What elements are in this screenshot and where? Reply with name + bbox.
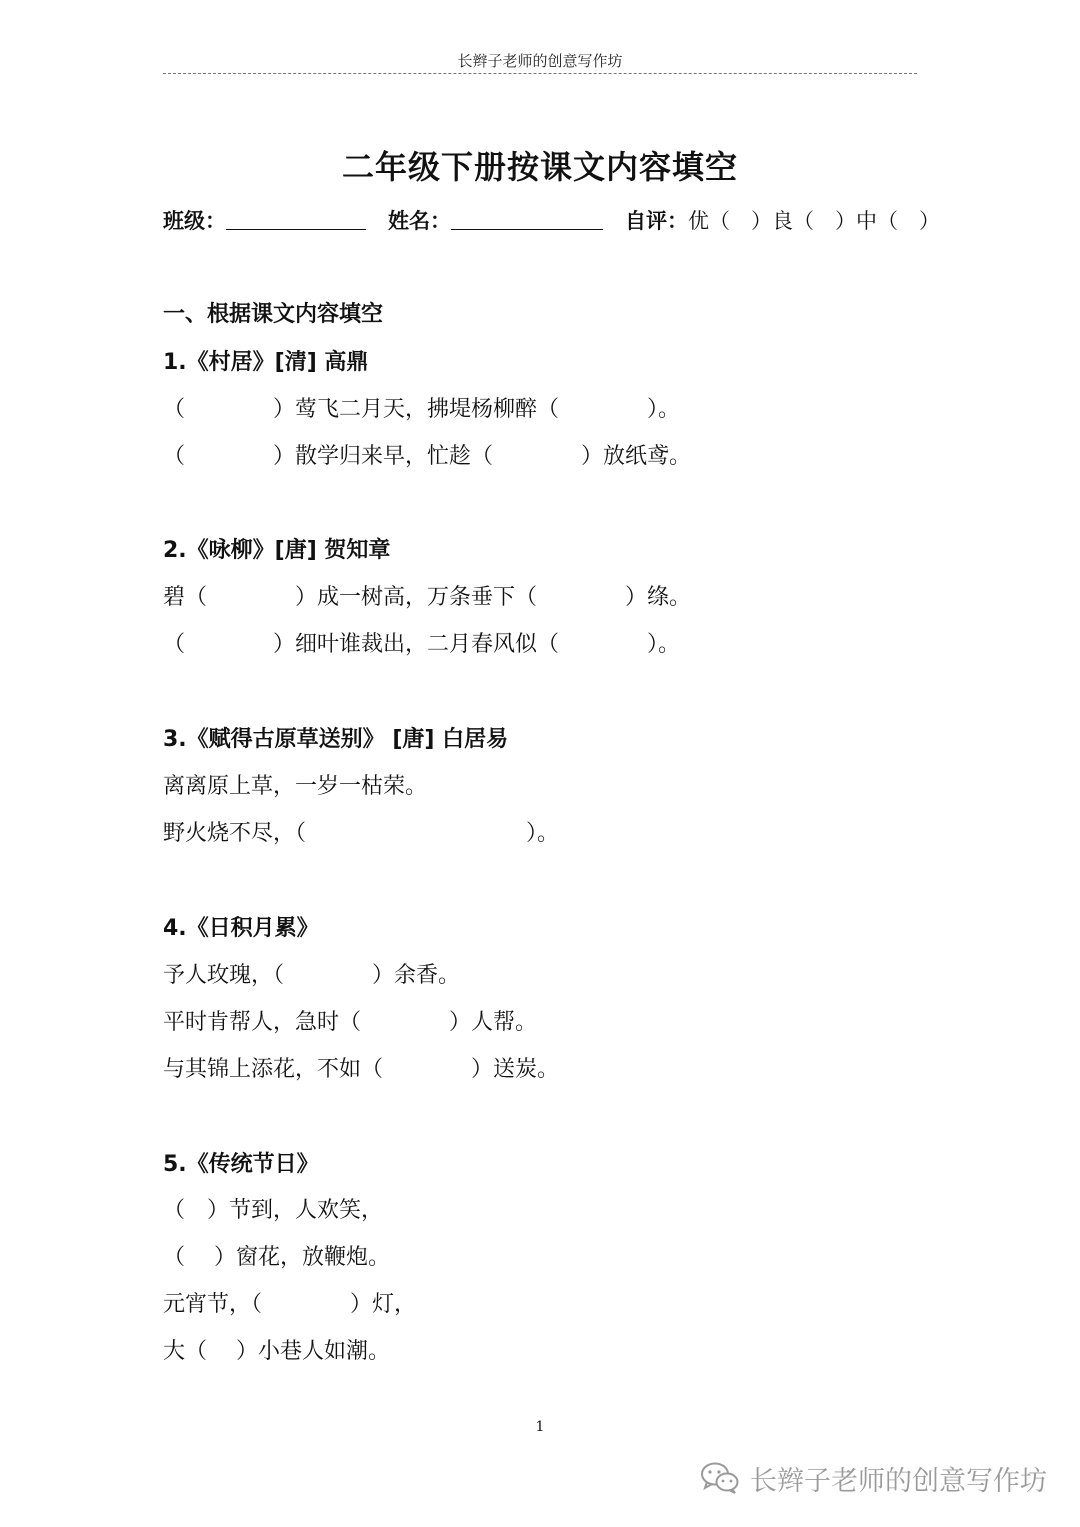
header-divider	[163, 73, 917, 74]
section-title-rijiyuelei: 4.《日积月累》	[163, 916, 319, 941]
page-header: 长辫子老师的创意写作坊	[457, 52, 623, 70]
fill-line[interactable]: 予人玫瑰，（ ）余香。	[163, 963, 461, 988]
fill-line[interactable]: 平时肯帮人，急时（ ）人帮。	[163, 1010, 538, 1035]
fill-line[interactable]: （ ）莺飞二月天，拂堤杨柳醉（ ）。	[163, 397, 681, 422]
poem-title-fude: 3.《赋得古原草送别》 [唐] 白居易	[163, 727, 509, 752]
wechat-icon	[700, 1461, 740, 1495]
fill-line[interactable]: 大（ ）小巷人如潮。	[163, 1339, 390, 1364]
fill-line[interactable]: 与其锦上添花，不如（ ）送炭。	[163, 1057, 560, 1082]
class-label: 班级：	[163, 209, 226, 233]
fill-line[interactable]: 野火烧不尽，（ ）。	[163, 821, 560, 846]
self-eval-label: 自评：	[625, 209, 688, 233]
class-blank[interactable]	[226, 229, 366, 230]
student-info-row	[163, 205, 940, 235]
poem-title-cunju: 1.《村居》[清] 高鼎	[163, 350, 369, 375]
fill-line[interactable]: （ ）节到，人欢笑，	[163, 1198, 384, 1223]
fill-line[interactable]: （ ）散学归来早，忙趁（ ）放纸鸢。	[163, 444, 692, 469]
section-title-chuantong: 5.《传统节日》	[163, 1152, 319, 1177]
section-heading: 一、根据课文内容填空	[163, 302, 384, 327]
fill-line[interactable]: 碧（ ）成一树高，万条垂下（ ）绦。	[163, 585, 692, 610]
fill-line[interactable]: 元宵节，（ ）灯，	[163, 1292, 417, 1317]
watermark-text: 长辫子老师的创意写作坊	[750, 1465, 1047, 1497]
text-line: 离离原上草，一岁一枯荣。	[163, 774, 428, 799]
fill-line[interactable]: （ ）窗花，放鞭炮。	[163, 1245, 390, 1270]
page-title: 二年级下册按课文内容填空	[341, 148, 738, 186]
self-evaluation	[625, 205, 940, 235]
name-blank[interactable]	[451, 229, 603, 230]
self-eval-rating[interactable]: 优（ ）良（ ）中（ ）	[688, 209, 940, 233]
page-number: 1	[535, 1419, 545, 1435]
watermark	[700, 1458, 1047, 1498]
fill-line[interactable]: （ ）细叶谁裁出，二月春风似（ ）。	[163, 632, 681, 657]
name-label: 姓名：	[388, 209, 451, 233]
poem-title-yongliu: 2.《咏柳》[唐] 贺知章	[163, 538, 391, 563]
